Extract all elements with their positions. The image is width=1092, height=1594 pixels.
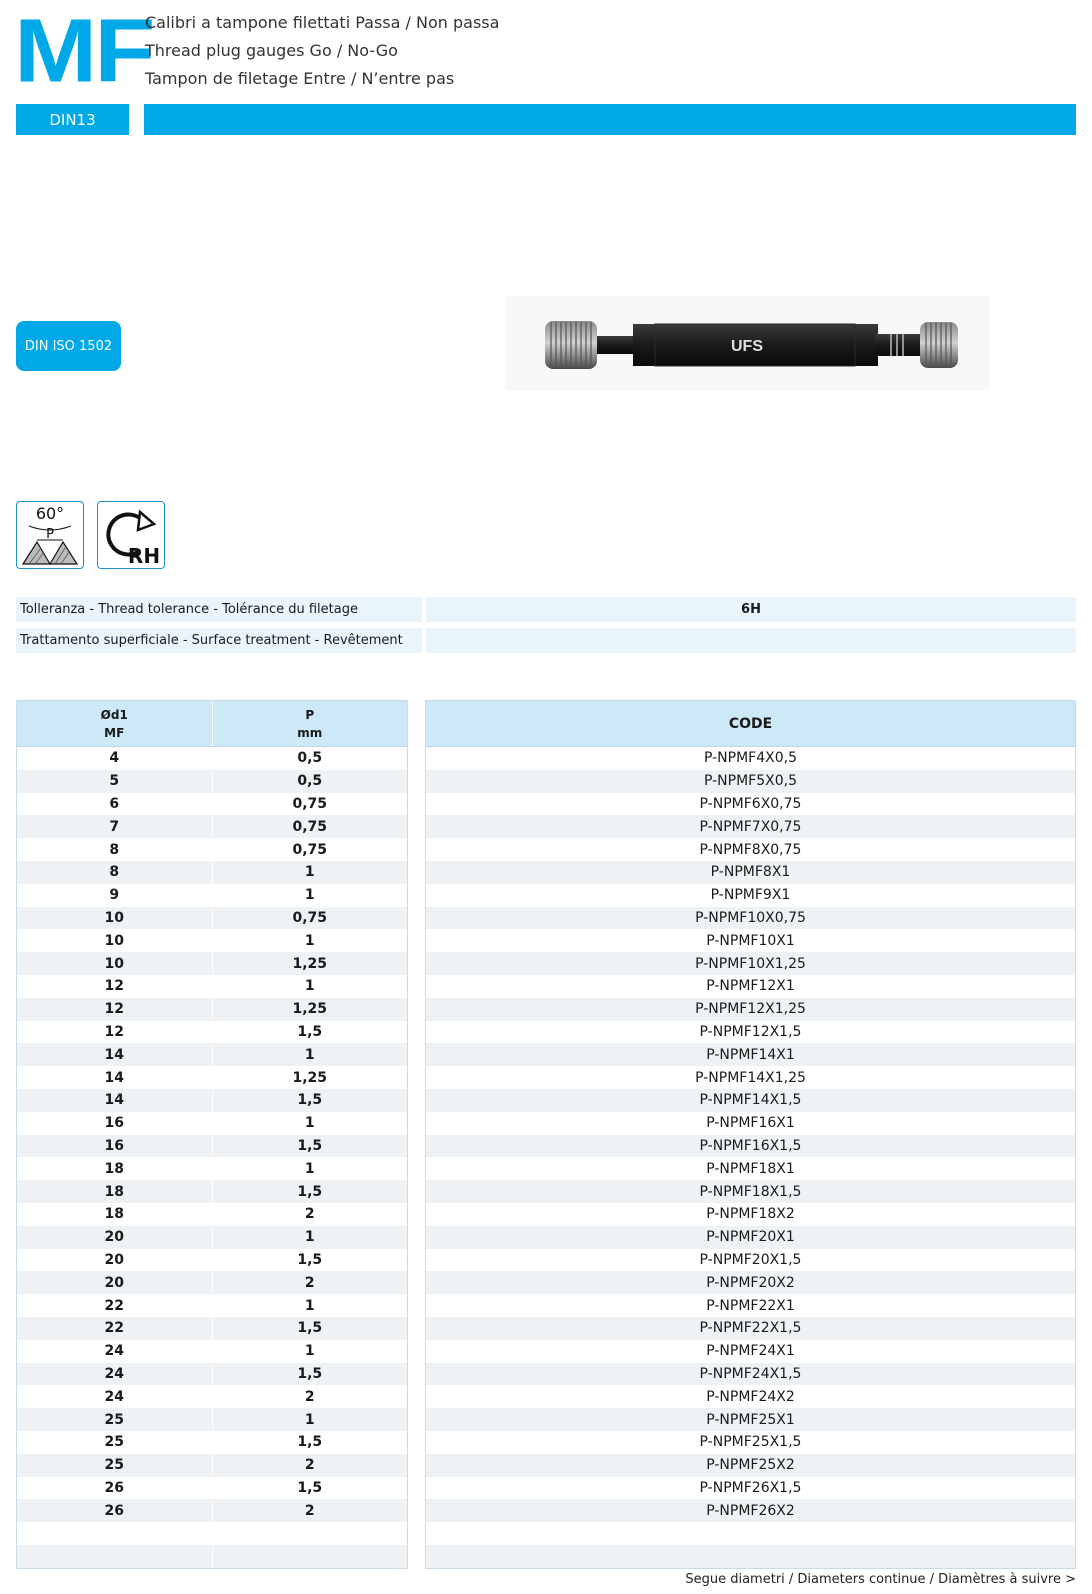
cell-d1	[17, 1522, 212, 1545]
header-pitch: P mm	[212, 701, 408, 746]
cell-d1: 16	[104, 1115, 124, 1132]
cell-pitch: 1,5	[212, 1431, 408, 1454]
cell-d1: 10	[104, 909, 124, 926]
table-row	[17, 1431, 407, 1454]
cell-d1: 18	[104, 1160, 124, 1177]
cell-code: P-NPMF14X1	[706, 1046, 795, 1063]
cell-pitch: 0,5	[212, 770, 408, 793]
cell-pitch: 1	[212, 1112, 408, 1135]
cell-d1: 24	[104, 1343, 124, 1360]
table-row	[426, 1499, 1075, 1522]
table-row	[17, 1454, 407, 1477]
cell-d1: 14	[104, 1069, 124, 1086]
table-row	[426, 770, 1075, 793]
cell-code: P-NPMF20X1	[706, 1229, 795, 1246]
cell-pitch: 0,75	[212, 907, 408, 930]
table-row	[17, 1249, 407, 1272]
continuation-note: Segue diametri / Diameters continue / Diamètres à suivre >	[685, 1572, 1076, 1587]
table-row	[17, 998, 407, 1021]
table-row	[426, 747, 1075, 770]
cell-pitch: 1	[212, 1226, 408, 1249]
cell-code: P-NPMF5X0,5	[704, 773, 797, 790]
cell-pitch	[212, 1545, 408, 1568]
table-row	[17, 1499, 407, 1522]
table-row	[17, 975, 407, 998]
table-row	[426, 975, 1075, 998]
cell-code: P-NPMF8X1	[710, 864, 791, 881]
cell-d1	[17, 1545, 212, 1568]
cell-pitch: 1,5	[212, 1249, 408, 1272]
cell-pitch: 1	[212, 1340, 408, 1363]
cell-d1: 25	[104, 1457, 124, 1474]
brand-mark: UFS	[731, 338, 763, 355]
table-row	[17, 1135, 407, 1158]
table-row	[17, 770, 407, 793]
table-row	[17, 1271, 407, 1294]
table-row	[17, 1545, 407, 1568]
table-row	[426, 884, 1075, 907]
cell-pitch: 1,5	[212, 1477, 408, 1500]
cell-code: P-NPMF10X1	[706, 932, 795, 949]
cell-pitch: 1	[212, 975, 408, 998]
table-row	[17, 1294, 407, 1317]
table-row	[426, 1454, 1075, 1477]
table-row	[17, 1066, 407, 1089]
table-row	[426, 1294, 1075, 1317]
table-row	[426, 1317, 1075, 1340]
table-row	[426, 861, 1075, 884]
cell-d1: 24	[104, 1365, 124, 1382]
cell-d1: 8	[109, 864, 120, 881]
table-body	[17, 747, 407, 1568]
cell-code: P-NPMF26X1,5	[699, 1479, 802, 1496]
table-row	[426, 1180, 1075, 1203]
cell-code: P-NPMF20X1,5	[699, 1251, 802, 1268]
cell-pitch: 1	[212, 1294, 408, 1317]
cell-code: P-NPMF10X0,75	[695, 909, 806, 926]
cell-pitch: 1,5	[212, 1363, 408, 1386]
cell-pitch: 1,5	[212, 1089, 408, 1112]
property-label: Tolleranza - Thread tolerance - Tolérance du filetage	[16, 597, 422, 622]
cell-d1: 9	[109, 887, 120, 904]
table-row	[426, 952, 1075, 975]
header-d1: Ød1 MF	[100, 707, 128, 740]
table-row	[426, 1545, 1075, 1568]
cell-d1: 26	[104, 1479, 124, 1496]
subtitle-italian: Calibri a tampone filettati Passa / Non passa	[145, 13, 500, 32]
cell-code: P-NPMF12X1,5	[699, 1023, 802, 1040]
table-row	[426, 998, 1075, 1021]
cell-pitch: 1,5	[212, 1180, 408, 1203]
cell-d1: 12	[104, 978, 124, 995]
cell-pitch: 1	[212, 1043, 408, 1066]
table-row	[426, 929, 1075, 952]
cell-pitch	[212, 1522, 408, 1545]
cell-d1: 25	[104, 1434, 124, 1451]
table-row	[17, 884, 407, 907]
cell-code: P-NPMF16X1	[706, 1115, 795, 1132]
table-row	[426, 1089, 1075, 1112]
cell-pitch: 1	[212, 1408, 408, 1431]
cell-pitch: 2	[212, 1203, 408, 1226]
cell-d1: 16	[104, 1137, 124, 1154]
property-label: Trattamento superficiale - Surface treatment - Revêtement	[16, 628, 422, 653]
cell-pitch: 2	[212, 1454, 408, 1477]
code-table	[425, 700, 1076, 1569]
table-row	[17, 1157, 407, 1180]
cell-code: P-NPMF24X1,5	[699, 1365, 802, 1382]
subtitle-english: Thread plug gauges Go / No-Go	[145, 41, 398, 60]
cell-code: P-NPMF12X1,25	[695, 1001, 806, 1018]
cell-pitch: 1,25	[212, 998, 408, 1021]
cell-d1: 7	[109, 818, 120, 835]
cell-d1: 10	[104, 955, 124, 972]
table-row	[17, 1477, 407, 1500]
table-row	[17, 1112, 407, 1135]
cell-d1: 18	[104, 1183, 124, 1200]
table-header	[17, 701, 407, 747]
cell-pitch: 0,75	[212, 838, 408, 861]
cell-code: P-NPMF7X0,75	[699, 818, 802, 835]
cell-pitch: 1,25	[212, 952, 408, 975]
table-row	[17, 1340, 407, 1363]
table-row	[426, 793, 1075, 816]
property-value: 6H	[426, 597, 1076, 622]
cell-code: P-NPMF22X1	[706, 1297, 795, 1314]
table-row	[17, 1522, 407, 1545]
cell-d1: 12	[104, 1023, 124, 1040]
cell-code: P-NPMF4X0,5	[704, 750, 797, 767]
header-code: CODE	[728, 715, 773, 732]
cell-d1: 25	[104, 1411, 124, 1428]
cell-d1: 22	[104, 1320, 124, 1337]
cell-d1: 14	[104, 1046, 124, 1063]
table-row	[426, 1340, 1075, 1363]
table-row	[17, 815, 407, 838]
cell-code: P-NPMF18X2	[706, 1206, 795, 1223]
thread-angle-icon	[16, 501, 84, 569]
dimensions-table	[16, 700, 408, 1569]
table-body	[426, 747, 1075, 1568]
table-row	[426, 1271, 1075, 1294]
table-row	[17, 1408, 407, 1431]
table-row	[426, 907, 1075, 930]
property-row-tolerance	[16, 597, 1076, 622]
cell-d1: 12	[104, 1001, 124, 1018]
cell-code: P-NPMF14X1,5	[699, 1092, 802, 1109]
cell-code: P-NPMF26X2	[706, 1502, 795, 1519]
cell-d1: 5	[109, 773, 120, 790]
table-row	[426, 1408, 1075, 1431]
cell-code: P-NPMF12X1	[706, 978, 795, 995]
cell-pitch: 0,5	[212, 747, 408, 770]
cell-d1: 10	[104, 932, 124, 949]
table-row	[17, 747, 407, 770]
table-row	[17, 929, 407, 952]
cell-code	[426, 1522, 1075, 1545]
table-row	[426, 1157, 1075, 1180]
table-row	[426, 1135, 1075, 1158]
table-row	[17, 1385, 407, 1408]
table-row	[426, 1522, 1075, 1545]
cell-d1: 14	[104, 1092, 124, 1109]
cell-d1: 18	[104, 1206, 124, 1223]
cell-code: P-NPMF20X2	[706, 1274, 795, 1291]
table-row	[426, 815, 1075, 838]
cell-code: P-NPMF10X1,25	[695, 955, 806, 972]
cell-d1: 24	[104, 1388, 124, 1405]
table-row	[17, 1021, 407, 1044]
cell-d1: 20	[104, 1251, 124, 1268]
table-row	[17, 1363, 407, 1386]
cell-pitch: 1	[212, 1157, 408, 1180]
cell-code: P-NPMF6X0,75	[699, 795, 802, 812]
cell-code: P-NPMF24X2	[706, 1388, 795, 1405]
table-row	[426, 1385, 1075, 1408]
cell-code: P-NPMF25X2	[706, 1457, 795, 1474]
cell-pitch: 1	[212, 929, 408, 952]
cell-pitch: 2	[212, 1271, 408, 1294]
cell-code: P-NPMF9X1	[710, 887, 791, 904]
cell-pitch: 1,5	[212, 1317, 408, 1340]
cell-pitch: 1,5	[212, 1021, 408, 1044]
thread-plug-gauge-image	[505, 296, 990, 391]
table-row	[426, 1066, 1075, 1089]
property-value	[426, 628, 1076, 653]
table-row	[426, 1112, 1075, 1135]
thread-angle-label: 60°	[35, 504, 65, 523]
table-row	[17, 952, 407, 975]
cell-code: P-NPMF16X1,5	[699, 1137, 802, 1154]
cell-pitch: 0,75	[212, 793, 408, 816]
table-row	[17, 1043, 407, 1066]
cell-pitch: 1,5	[212, 1135, 408, 1158]
table-row	[17, 1180, 407, 1203]
table-row	[426, 1477, 1075, 1500]
cell-pitch: 0,75	[212, 815, 408, 838]
cell-code: P-NPMF8X0,75	[699, 841, 802, 858]
cell-d1: 26	[104, 1502, 124, 1519]
right-hand-thread-icon	[97, 501, 165, 569]
table-row	[426, 1226, 1075, 1249]
table-row	[426, 1249, 1075, 1272]
cell-pitch: 2	[212, 1499, 408, 1522]
standard-tag: DIN13	[16, 104, 129, 135]
cell-code: P-NPMF24X1	[706, 1343, 795, 1360]
table-row	[426, 1431, 1075, 1454]
table-row	[17, 1226, 407, 1249]
property-row-surface-treatment	[16, 628, 1076, 653]
cell-d1: 8	[109, 841, 120, 858]
cell-d1: 22	[104, 1297, 124, 1314]
cell-d1: 20	[104, 1229, 124, 1246]
table-row	[426, 1043, 1075, 1066]
table-row	[17, 793, 407, 816]
cell-code: P-NPMF18X1,5	[699, 1183, 802, 1200]
table-row	[17, 1203, 407, 1226]
subtitle-french: Tampon de filetage Entre / N’entre pas	[145, 69, 455, 88]
cell-code: P-NPMF14X1,25	[695, 1069, 806, 1086]
rh-label: RH	[127, 544, 161, 567]
cell-code: P-NPMF22X1,5	[699, 1320, 802, 1337]
cell-code: P-NPMF18X1	[706, 1160, 795, 1177]
cell-code: P-NPMF25X1,5	[699, 1434, 802, 1451]
cell-pitch: 2	[212, 1385, 408, 1408]
din-iso-badge: DIN ISO 1502	[16, 321, 121, 371]
table-row	[17, 907, 407, 930]
pitch-label: P	[46, 527, 54, 542]
table-row	[426, 838, 1075, 861]
table-row	[17, 1089, 407, 1112]
cell-pitch: 1	[212, 861, 408, 884]
cell-d1: 4	[109, 750, 120, 767]
cell-code: P-NPMF25X1	[706, 1411, 795, 1428]
table-row	[17, 861, 407, 884]
cell-pitch: 1	[212, 884, 408, 907]
header-bar	[144, 104, 1076, 135]
series-logo: MF	[14, 0, 153, 102]
table-header	[426, 701, 1075, 747]
cell-d1: 6	[109, 795, 120, 812]
table-row	[426, 1203, 1075, 1226]
table-row	[426, 1021, 1075, 1044]
table-row	[17, 1317, 407, 1340]
table-row	[426, 1363, 1075, 1386]
table-row	[17, 838, 407, 861]
cell-pitch: 1,25	[212, 1066, 408, 1089]
cell-code	[426, 1545, 1075, 1568]
cell-d1: 20	[104, 1274, 124, 1291]
